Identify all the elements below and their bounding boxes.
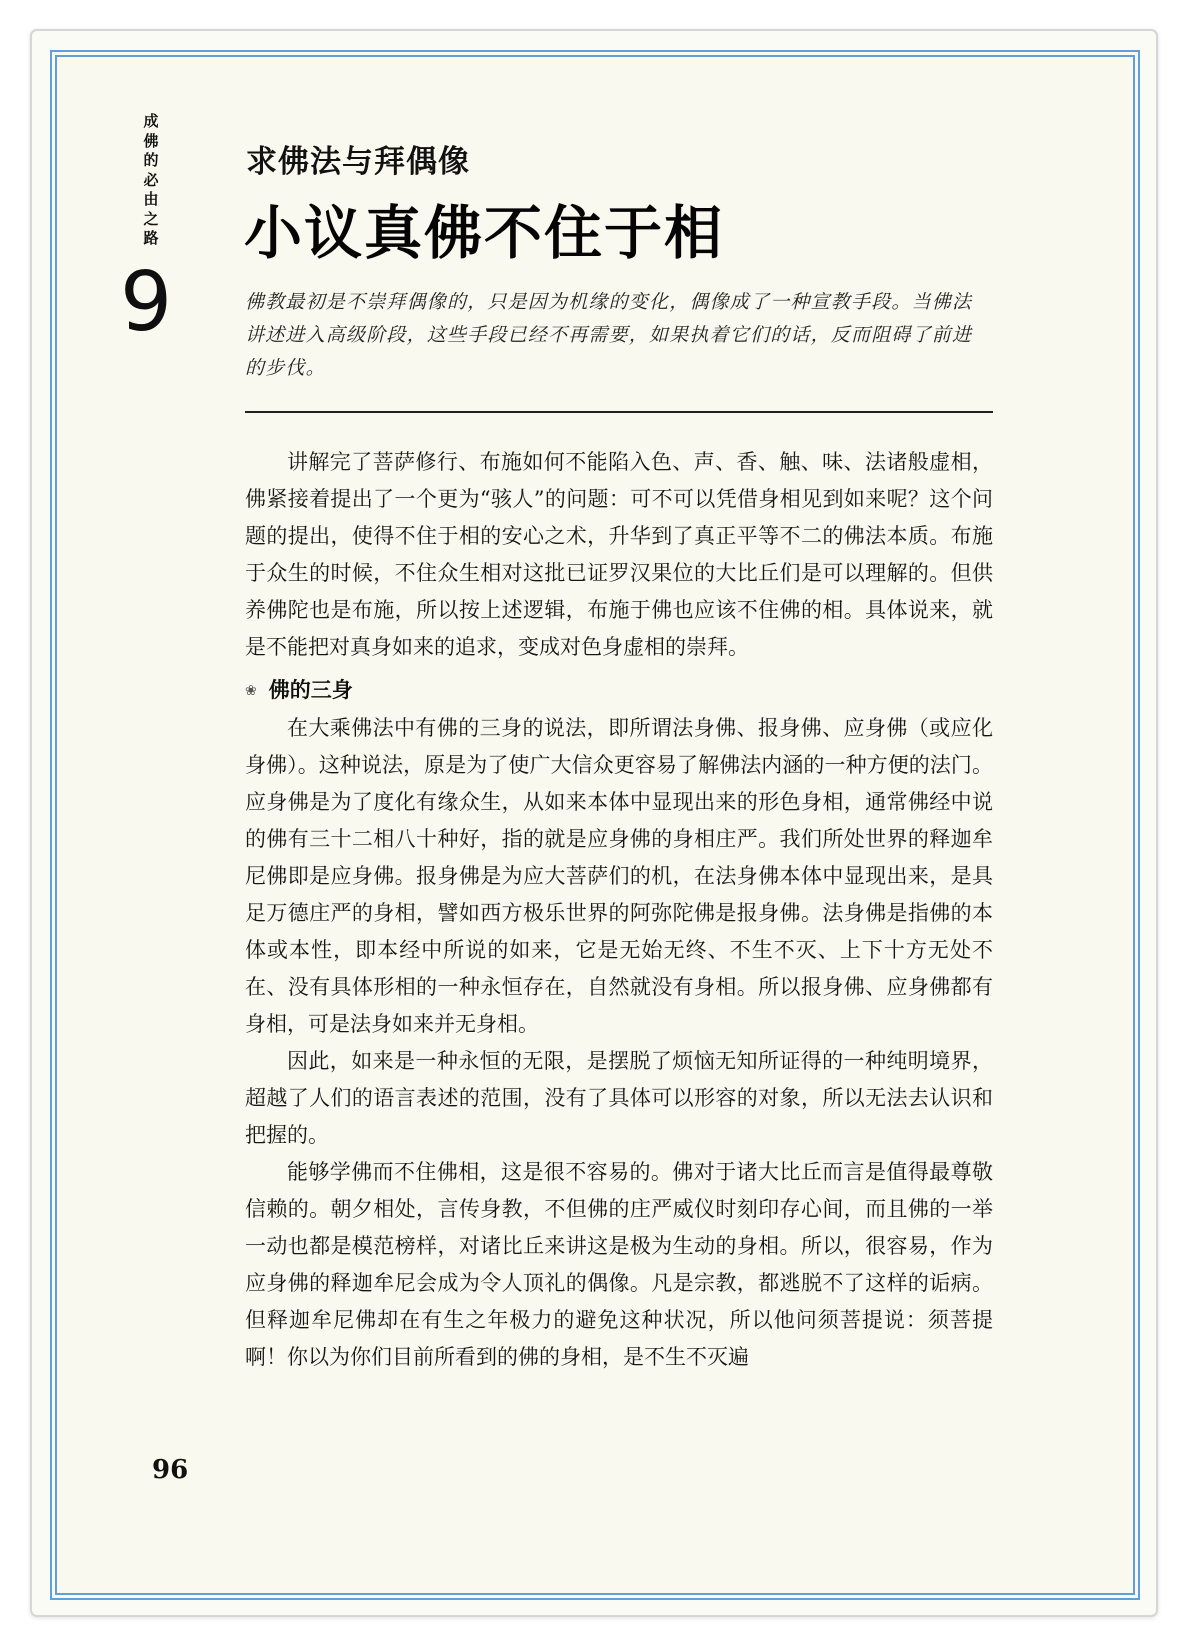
chapter-number: 9 [120, 255, 173, 350]
article-body [245, 444, 993, 1376]
chapter-title: 小议真佛不住于相 [244, 199, 725, 267]
page-number: 96 [152, 1455, 189, 1485]
flower-bullet-icon: ❀ [245, 683, 257, 699]
running-head: 成佛的必由之路 [143, 112, 159, 247]
section-heading-label: 佛的三身 [268, 678, 353, 702]
section-heading [245, 672, 993, 710]
paragraph: 因此，如来是一种永恒的无限，是摆脱了烦恼无知所证得的一种纯明境界，超越了人们的语言表述的范围，没有了具体可以形容的对象，所以无法去认识和把握的。 [245, 1049, 993, 1147]
divider [245, 411, 993, 413]
paragraph: 能够学佛而不住佛相，这是很不容易的。佛对于诸大比丘而言是值得最尊敬信赖的。朝夕相处，言传身教，不但佛的庄严威仪时刻印存心间，而且佛的一举一动也都是模范榜样，对诸比丘来讲这是极为生动的身相。所以，很容易，作为应身佛的释迦牟尼会成为令人顶礼的偶像。凡是宗教，都逃脱不了这样的诟病。但释迦牟尼佛却在有生之年极力的避免这种状况，所以他问须菩提说：须菩提啊！你以为你们目前所看到的佛的身相，是不生不灭遍 [245, 1160, 993, 1369]
paragraph: 讲解完了菩萨修行、布施如何不能陷入色、声、香、触、味、法诸般虚相，佛紧接着提出了一个更为“骇人”的问题：可不可以凭借身相见到如来呢？这个问题的提出，使得不住于相的安心之术，升华到了真正平等不二的佛法本质。布施于众生的时候，不住众生相对这批已证罗汉果位的大比丘们是可以理解的。但供养佛陀也是布施，所以按上述逻辑，布施于佛也应该不住佛的相。具体说来，就是不能把对真身如来的追求，变成对色身虚相的崇拜。 [245, 450, 993, 659]
chapter-subtitle: 求佛法与拜偶像 [246, 144, 470, 180]
chapter-intro: 佛教最初是不崇拜偶像的，只是因为机缘的变化，偶像成了一种宣教手段。当佛法讲述进入高级阶段，这些手段已经不再需要，如果执着它们的话，反而阻碍了前进的步伐。 [245, 291, 973, 379]
paragraph: 在大乘佛法中有佛的三身的说法，即所谓法身佛、报身佛、应身佛（或应化身佛）。这种说法，原是为了使广大信众更容易了解佛法内涵的一种方便的法门。应身佛是为了度化有缘众生，从如来本体中显现出来的形色身相，通常佛经中说的佛有三十二相八十种好，指的就是应身佛的身相庄严。我们所处世界的释迦牟尼佛即是应身佛。报身佛是为应大菩萨们的机，在法身佛本体中显现出来，是具足万德庄严的身相，譬如西方极乐世界的阿弥陀佛是报身佛。法身佛是指佛的本体或本性，即本经中所说的如来，它是无始无终、不生不灭、上下十方无处不在、没有具体形相的一种永恒存在，自然就没有身相。所以报身佛、应身佛都有身相，可是法身如来并无身相。 [245, 716, 993, 1036]
